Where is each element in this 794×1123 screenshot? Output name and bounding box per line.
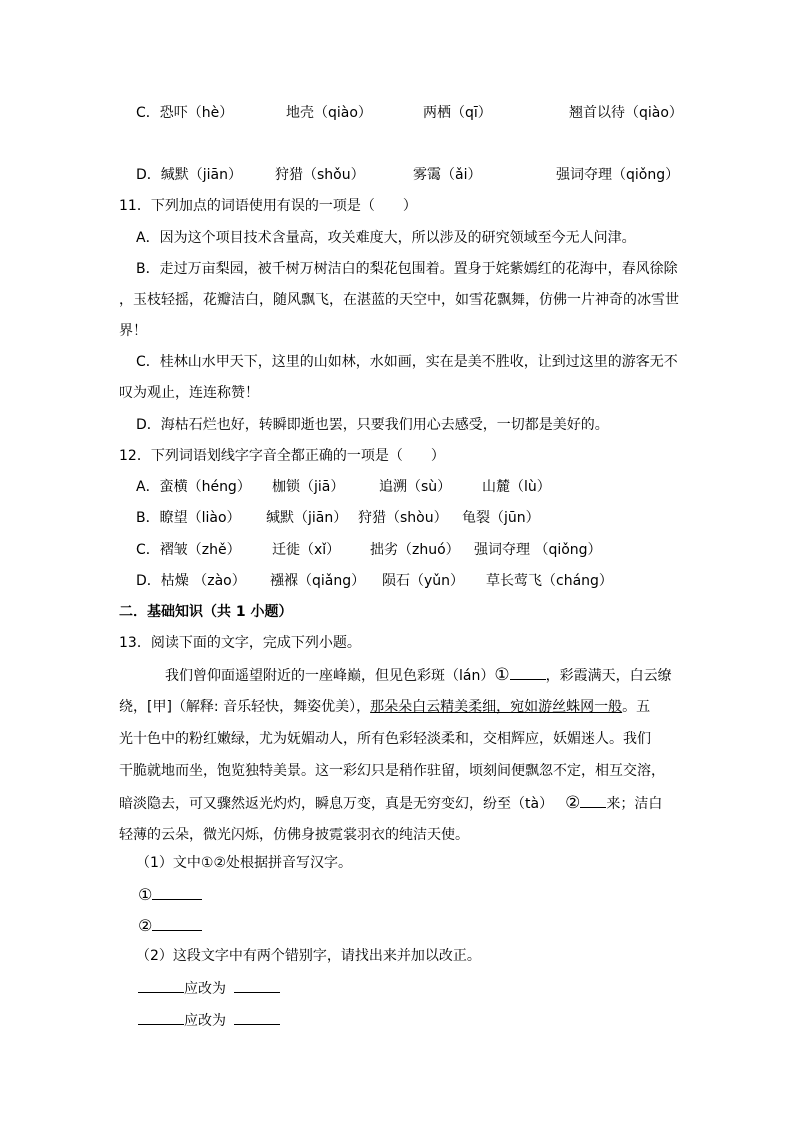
q12-d-word3: 陨石（yǔn） xyxy=(382,573,465,589)
q13-passage xyxy=(119,659,685,851)
q11-option-b-line2: ，玉枝轻摇，花瓣洁白，随风飘飞，在湛蓝的天空中，如雪花飘舞，仿佛一片神奇的冰雪世 xyxy=(119,292,679,308)
passage-text: 来；洁白 xyxy=(606,796,663,812)
q10-option-c-word4: 翘首以待（qiào） xyxy=(569,105,683,121)
q11-option-b-line1: B．走过万亩梨园，被千树万树洁白的梨花包围着。置身于姹紫嫣红的花海中，春风徐除 xyxy=(136,261,678,277)
q12-stem: 12．下列词语划线字字音全都正确的一项是（ ） xyxy=(119,448,445,464)
q12-d-word4: 草长莺飞（cháng） xyxy=(486,573,613,589)
correct-char-field-1[interactable] xyxy=(234,978,280,993)
q10-option-c-word2: 地壳（qiào） xyxy=(286,105,372,121)
passage-text: 。五 xyxy=(622,699,651,715)
underlined-sentence: 那朵朵白云精美柔细，宛如游丝蛛网一般 xyxy=(370,699,623,715)
answer-blank-2[interactable] xyxy=(580,793,606,808)
answer-row-1 xyxy=(138,885,202,905)
q12-option-a xyxy=(0,478,794,496)
q12-c-word4: 强词夺理 （qiǒng） xyxy=(474,542,602,558)
q11-stem: 11．下列加点的词语使用有误的一项是（ ） xyxy=(119,198,417,214)
passage-text: 干脆就地而坐，饱览独特美景。这一彩幻只是稍作驻留，顷刻间便飘忽不定，相互交溶， xyxy=(119,763,665,779)
q11-option-d: D．海枯石烂也好，转瞬即逝也罢，只要我们用心去感受，一切都是美好的。 xyxy=(136,417,609,433)
wrong-char-field-1[interactable] xyxy=(138,978,184,993)
correction-row-1 xyxy=(138,978,280,998)
q12-a-word2: 枷锁（jiā） xyxy=(272,479,345,495)
passage-text: 光十色中的粉红嫩绿，尤为妩媚动人，所有色彩轻淡柔和，交相辉应，妖媚迷人。我们 xyxy=(119,731,651,747)
answer-blank-1[interactable] xyxy=(510,665,546,680)
q11-option-b-line3: 界！ xyxy=(119,323,147,339)
answer-row-2 xyxy=(138,916,202,936)
q11-option-a: A．因为这个项目技术含量高，攻关难度大，所以涉及的研究领域至今无人问津。 xyxy=(136,230,636,246)
q10-option-c-label: C．恐吓（hè） xyxy=(136,105,234,121)
correct-char-field-2[interactable] xyxy=(234,1010,280,1025)
q10-option-d-label: D．缄默（jiān） xyxy=(136,167,243,183)
q10-option-c-word3: 两栖（qī） xyxy=(423,105,492,121)
q10-option-d-word2: 狩猎（shǒu） xyxy=(275,167,365,183)
q12-option-d xyxy=(0,572,794,590)
q12-b-word4: 龟裂（jūn） xyxy=(462,510,540,526)
q12-c-word1: C．褶皱（zhě） xyxy=(136,542,241,558)
correction-label: 应改为 xyxy=(184,981,226,997)
q12-d-word2: 襁褓（qiǎng） xyxy=(270,573,366,589)
q12-b-word2: 缄默（jiān） xyxy=(266,510,348,526)
q13-sub2: （2）这段文字中有两个错别字，请找出来并加以改正。 xyxy=(136,948,481,964)
correction-row-2 xyxy=(138,1010,280,1030)
blank-marker-1: ① xyxy=(494,665,510,685)
answer-marker-1: ① xyxy=(138,885,153,904)
q10-option-d-word3: 雾霭（ǎi） xyxy=(413,167,482,183)
answer-field-2[interactable] xyxy=(152,916,202,931)
q13-stem: 13．阅读下面的文字，完成下列小题。 xyxy=(119,635,361,651)
q12-c-word3: 拙劣（zhuó） xyxy=(370,542,460,558)
q12-b-word1: B．瞭望（liào） xyxy=(136,510,241,526)
q10-option-d-word4: 强词夺理（qiǒng） xyxy=(556,167,680,183)
blank-marker-2: ② xyxy=(565,793,581,813)
passage-text: 轻薄的云朵，微光闪烁，仿佛身披霓裳羽衣的纯洁天使。 xyxy=(119,827,469,843)
q12-option-b xyxy=(0,509,794,527)
passage-text: 暗淡隐去，可又骤然返光灼灼，瞬息万变，真是无穷变幻，纷至（tà） xyxy=(119,796,554,812)
q12-b-word3: 狩猎（shòu） xyxy=(358,510,448,526)
passage-text: ，彩霞满天，白云缭 xyxy=(545,668,672,684)
q12-a-word3: 追溯（sù） xyxy=(379,479,452,495)
answer-field-1[interactable] xyxy=(152,885,202,900)
q12-c-word2: 迁徙（xǐ） xyxy=(272,542,341,558)
q11-option-c-line1: C．桂林山水甲天下，这里的山如林，水如画，实在是美不胜收，让到过这里的游客无不 xyxy=(136,354,678,370)
q12-a-word4: 山麓（lù） xyxy=(482,479,551,495)
q11-option-c-line2: 叹为观止，连连称赞！ xyxy=(119,385,259,401)
wrong-char-field-2[interactable] xyxy=(138,1010,184,1025)
passage-text: 绕，[甲]（解释: 音乐轻快，舞姿优美）， xyxy=(119,699,371,715)
section-heading: 二．基础知识（共 1 小题） xyxy=(119,604,293,620)
q12-a-word1: A．蛮横（héng） xyxy=(136,479,251,495)
q13-sub1: （1）文中①②处根据拼音写汉字。 xyxy=(136,855,353,871)
correction-label: 应改为 xyxy=(184,1013,226,1029)
passage-text: 我们曾仰面遥望附近的一座峰巅，但见色彩斑（lán） xyxy=(165,668,495,684)
answer-marker-2: ② xyxy=(138,916,153,935)
q12-option-c xyxy=(0,541,794,559)
q12-d-word1: D．枯燥 （zào） xyxy=(136,573,246,589)
